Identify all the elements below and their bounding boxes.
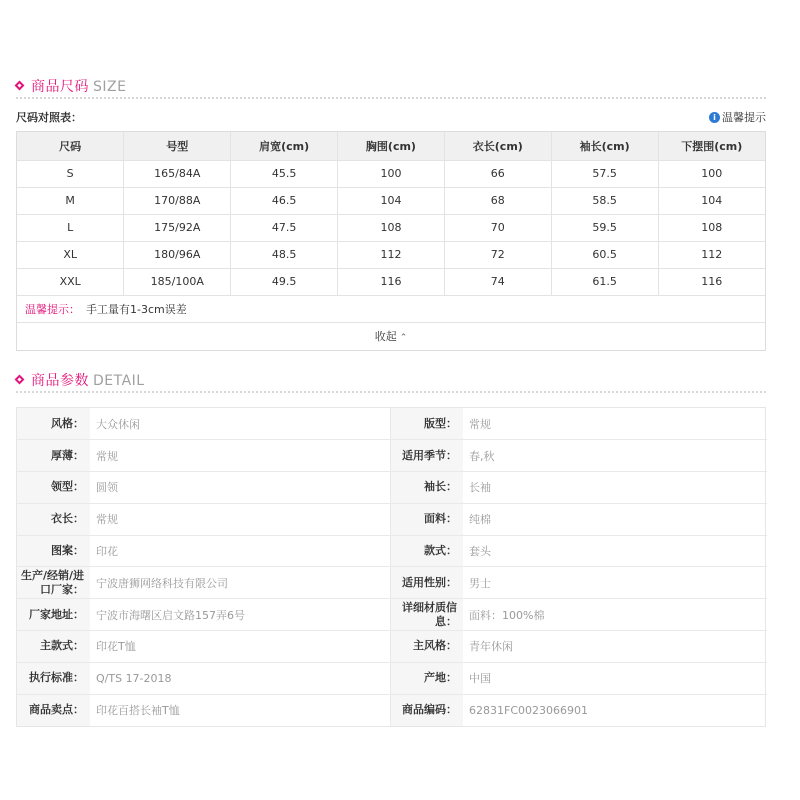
detail-params	[16, 407, 766, 727]
size-row	[17, 160, 765, 187]
size-column-header: 下摆围(cm)	[658, 132, 765, 160]
size-column-header: 尺码	[17, 132, 124, 160]
size-row	[17, 268, 765, 295]
size-cell: XL	[17, 241, 124, 268]
size-cell: 112	[658, 241, 765, 268]
detail-row	[17, 694, 767, 726]
size-cell: 185/100A	[124, 268, 231, 295]
size-section-title-en: SIZE	[93, 79, 127, 95]
size-cell: 57.5	[551, 160, 658, 187]
param-label: 商品卖点：	[17, 694, 90, 726]
size-cell: 70	[444, 214, 551, 241]
size-cell: 60.5	[551, 241, 658, 268]
size-cell: 47.5	[231, 214, 338, 241]
param-value: 圆领	[90, 472, 390, 504]
size-cell: 180/96A	[124, 241, 231, 268]
param-label: 厚薄：	[17, 440, 90, 472]
param-value: 宁波市海曙区启文路157弄6号	[90, 599, 390, 631]
param-label: 厂家地址：	[17, 599, 90, 631]
param-value: 常规	[463, 408, 767, 440]
param-value: 男士	[463, 567, 767, 599]
size-cell: M	[17, 187, 124, 214]
size-cell: 58.5	[551, 187, 658, 214]
detail-table	[17, 408, 767, 726]
size-column-header: 号型	[124, 132, 231, 160]
param-value: 长袖	[463, 472, 767, 504]
info-icon: i	[709, 112, 720, 123]
size-note-label: 温馨提示：	[25, 302, 80, 316]
param-label: 衣长：	[17, 503, 90, 535]
tip-link[interactable]	[709, 109, 766, 125]
size-column-header: 衣长(cm)	[444, 132, 551, 160]
size-note-text: 手工量有1-3cm误差	[86, 302, 187, 316]
param-label: 图案：	[17, 535, 90, 567]
diamond-icon	[15, 375, 25, 385]
size-row	[17, 187, 765, 214]
detail-row	[17, 472, 767, 504]
size-cell: L	[17, 214, 124, 241]
param-value: 春,秋	[463, 440, 767, 472]
size-cell: 175/92A	[124, 214, 231, 241]
param-label: 适用性别：	[390, 567, 463, 599]
size-cell: 112	[338, 241, 445, 268]
param-value: 面料：100%棉	[463, 599, 767, 631]
detail-section-header	[16, 368, 766, 394]
dotted-divider	[16, 391, 766, 394]
chevron-up-icon: ⌃	[399, 332, 408, 343]
size-cell: 108	[658, 214, 765, 241]
size-chart-caption: 尺码对照表：	[16, 111, 82, 124]
size-note	[17, 296, 765, 323]
param-label: 款式：	[390, 535, 463, 567]
size-cell: 49.5	[231, 268, 338, 295]
param-value: 套头	[463, 535, 767, 567]
size-cell: 72	[444, 241, 551, 268]
size-cell: 100	[658, 160, 765, 187]
size-cell: 59.5	[551, 214, 658, 241]
param-label: 详细材质信息：	[390, 599, 463, 631]
size-chart	[16, 131, 766, 351]
param-value: 62831FC0023066901	[469, 703, 588, 717]
param-label: 版型：	[390, 408, 463, 440]
detail-section-title: 商品参数 DETAIL	[31, 373, 145, 389]
tip-link-label: 温馨提示	[722, 111, 766, 124]
size-cell: 100	[338, 160, 445, 187]
param-label: 产地：	[390, 662, 463, 694]
param-value: 青年休闲	[463, 631, 767, 663]
param-value: Q/TS 17-2018	[90, 662, 390, 694]
size-table-body	[17, 160, 765, 295]
size-cell: 165/84A	[124, 160, 231, 187]
param-value: 纯棉	[463, 503, 767, 535]
param-label: 商品编码：	[390, 694, 463, 726]
size-cell: 68	[444, 187, 551, 214]
size-section-header	[16, 74, 766, 100]
collapse-button[interactable]	[17, 323, 765, 350]
param-value: 大众休闲	[90, 408, 390, 440]
param-value: 印花T恤	[90, 631, 390, 663]
param-label: 主风格：	[390, 631, 463, 663]
detail-section-title-en: DETAIL	[93, 373, 145, 389]
size-cell: 116	[338, 268, 445, 295]
size-column-header: 胸围(cm)	[338, 132, 445, 160]
param-label: 袖长：	[390, 472, 463, 504]
detail-row	[17, 408, 767, 440]
param-label: 领型：	[17, 472, 90, 504]
size-cell: 48.5	[231, 241, 338, 268]
size-cell: S	[17, 160, 124, 187]
dotted-divider	[16, 97, 766, 100]
size-cell: 46.5	[231, 187, 338, 214]
param-value: 印花百搭长袖T恤	[90, 694, 390, 726]
size-cell: 104	[658, 187, 765, 214]
param-value: 中国	[463, 662, 767, 694]
detail-row	[17, 599, 767, 631]
size-cell: 170/88A	[124, 187, 231, 214]
detail-row	[17, 567, 767, 599]
size-row	[17, 241, 765, 268]
detail-row	[17, 631, 767, 663]
size-column-header: 肩宽(cm)	[231, 132, 338, 160]
param-label: 面料：	[390, 503, 463, 535]
size-cell: XXL	[17, 268, 124, 295]
param-value: 常规	[90, 503, 390, 535]
param-label: 风格：	[17, 408, 90, 440]
param-label: 主款式：	[17, 631, 90, 663]
diamond-icon	[15, 81, 25, 91]
size-cell: 108	[338, 214, 445, 241]
size-cell: 104	[338, 187, 445, 214]
size-table	[17, 132, 765, 296]
detail-row	[17, 440, 767, 472]
size-column-header: 袖长(cm)	[551, 132, 658, 160]
detail-row	[17, 535, 767, 567]
size-cell: 116	[658, 268, 765, 295]
detail-row	[17, 503, 767, 535]
param-label: 适用季节：	[390, 440, 463, 472]
param-label: 执行标准：	[17, 662, 90, 694]
detail-row	[17, 662, 767, 694]
collapse-label: 收起	[374, 329, 397, 343]
size-cell: 66	[444, 160, 551, 187]
size-table-header	[17, 132, 765, 160]
param-value: 印花	[90, 535, 390, 567]
size-section-title: 商品尺码 SIZE	[31, 79, 127, 95]
size-cell: 74	[444, 268, 551, 295]
param-value: 宁波唐狮网络科技有限公司	[90, 567, 390, 599]
size-cell: 61.5	[551, 268, 658, 295]
param-value: 常规	[90, 440, 390, 472]
detail-table-body	[17, 408, 767, 726]
size-row	[17, 214, 765, 241]
size-cell: 45.5	[231, 160, 338, 187]
param-label: 生产/经销/进口厂家：	[17, 567, 90, 599]
